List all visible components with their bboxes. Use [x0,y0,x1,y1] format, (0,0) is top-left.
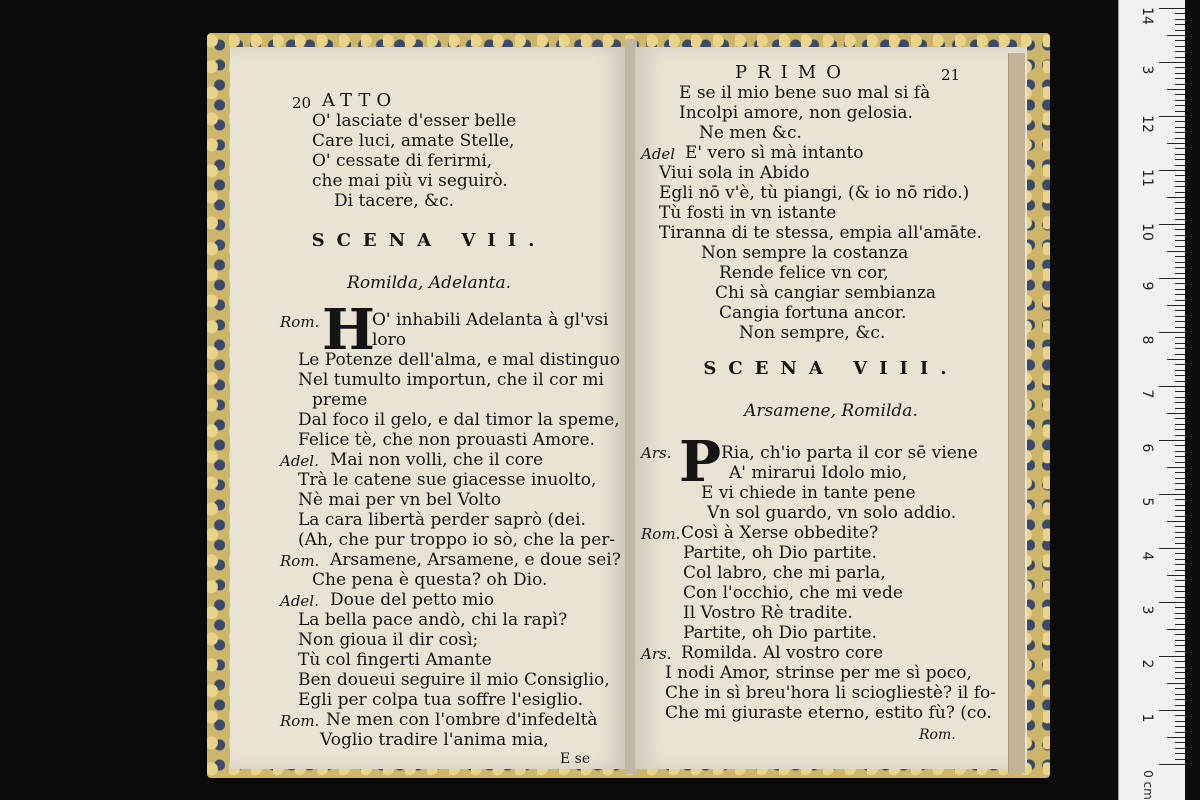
ruler-tick [1175,559,1185,560]
verse-line: (Ah, che pur troppo io sò, che la per- [298,530,616,550]
ruler-number: 5 [1139,497,1155,507]
ruler-tick [1175,316,1185,317]
verse-line: Felice tè, che non prouasti Amore. [298,430,595,450]
verse-line: E se il mio bene suo mal si fà [679,83,931,103]
ruler-number: 4 [1139,551,1155,561]
ruler-tick [1175,78,1185,79]
ruler-tick [1175,51,1185,52]
ruler-tick [1167,89,1185,90]
ruler-tick [1175,262,1185,263]
ruler-tick [1159,494,1185,495]
verse-line: Partite, oh Dio partite. [683,543,877,563]
ruler-tick [1175,283,1185,284]
ruler-tick [1175,742,1185,743]
ruler-number: 3 [1139,65,1155,75]
verse-line: Doue del petto mio [330,590,495,610]
verse-line: Ne men con l'ombre d'infedeltà [326,710,598,730]
ruler-tick [1159,8,1185,9]
verse-line: Che pena è questa? oh Dio. [312,570,548,590]
ruler-tick [1175,429,1185,430]
ruler-number: 9 [1139,281,1155,291]
ruler-tick [1167,629,1185,630]
ruler-tick [1167,737,1185,738]
scene-characters: Arsamene, Romilda. [744,401,918,421]
verse-line: Ne men &c. [699,123,802,143]
verse-line: Non sempre la costanza [701,243,909,263]
ruler-tick [1175,94,1185,95]
ruler-tick [1175,651,1185,652]
ruler-tick [1167,521,1185,522]
measuring-ruler [1118,0,1185,800]
ruler-tick [1175,181,1185,182]
running-head: PRIMO [735,62,851,83]
ruler-tick [1159,170,1185,171]
ruler-tick [1175,553,1185,554]
ruler-tick [1175,46,1185,47]
ruler-tick [1175,726,1185,727]
ruler-tick [1175,759,1185,760]
page-number: 20 [292,94,312,112]
ruler-tick [1175,661,1185,662]
ruler-tick [1175,321,1185,322]
verse-line: preme [312,390,368,410]
ruler-tick [1175,219,1185,220]
ruler-tick [1175,721,1185,722]
verse-line: Col labro, che mi parla, [683,563,886,583]
ruler-number: 10 [1139,223,1155,241]
ruler-tick [1175,165,1185,166]
ruler-tick [1175,618,1185,619]
speaker-label: Rom. [280,313,320,331]
ruler-tick [1175,13,1185,14]
verse-line: loro [372,330,407,350]
ruler-tick [1175,375,1185,376]
ruler-tick [1175,510,1185,511]
verse-line: Nel tumulto importun, che il cor mi [298,370,604,390]
scene-characters: Romilda, Adelanta. [347,273,511,293]
ruler-tick [1175,478,1185,479]
catchword: Rom. [919,727,956,743]
ruler-tick [1175,645,1185,646]
ruler-tick [1175,267,1185,268]
ruler-tick [1175,213,1185,214]
ruler-tick [1175,564,1185,565]
ruler-tick [1175,138,1185,139]
ruler-tick [1175,483,1185,484]
ruler-tick [1175,121,1185,122]
ruler-tick [1159,440,1185,441]
verse-line: E vi chiede in tante pene [701,483,916,503]
ruler-tick [1175,705,1185,706]
ruler-tick [1159,710,1185,711]
ruler-number: 12 [1139,115,1155,133]
verse-line: La cara libertà perder saprò (dei. [298,510,586,530]
verse-line: Rende felice vn cor, [719,263,889,283]
ruler-tick [1167,35,1185,36]
verse-line: Partite, oh Dio partite. [683,623,877,643]
ruler-tick [1175,586,1185,587]
verse-line: Egli per colpa tua soffre l'esiglio. [298,690,584,710]
ruler-tick [1167,683,1185,684]
verse-line: A' mirarui Idolo mio, [729,463,908,483]
verse-line: I nodi Amor, strinse per me sì poco, [665,663,972,683]
ruler-tick [1175,240,1185,241]
verse-line: Romilda. Al vostro core [681,643,884,663]
ruler-tick [1175,192,1185,193]
verse-line: E' vero sì mà intanto [685,143,864,163]
ruler-number: 14 [1139,7,1155,25]
ruler-tick [1175,370,1185,371]
scene-title: SCENA VIII. [703,358,959,379]
ruler-tick [1175,337,1185,338]
ruler-tick [1167,359,1185,360]
running-head: ATTO [322,90,398,111]
ruler-tick [1175,24,1185,25]
verse-line: Che in sì breu'hora li sciogliestè? il fo- [665,683,997,703]
ruler-number: 6 [1139,443,1155,453]
ruler-tick [1175,699,1185,700]
ruler-tick [1167,575,1185,576]
ruler-tick [1175,580,1185,581]
ruler-tick [1167,413,1185,414]
ruler-tick [1175,289,1185,290]
verse-line: Mai non volli, che il core [330,450,544,470]
ruler-tick [1175,111,1185,112]
ruler-tick [1175,40,1185,41]
verse-line: Care luci, amate Stelle, [312,131,515,151]
verse-line: Egli nō v'è, tù piangi, (& io nō rido.) [659,183,970,203]
ruler-tick [1175,424,1185,425]
catchword: E se [560,751,591,767]
ruler-tick [1175,640,1185,641]
ruler-tick [1175,364,1185,365]
ruler-tick [1175,715,1185,716]
ruler-tick [1175,537,1185,538]
verse-line: O' lasciate d'esser belle [312,111,517,131]
verse-line: Tiranna di te stessa, empia all'amāte. [659,223,982,243]
ruler-tick [1175,397,1185,398]
ruler-tick [1175,624,1185,625]
ruler-tick [1167,251,1185,252]
ruler-tick [1175,273,1185,274]
ruler-tick [1175,30,1185,31]
verse-line: Vn sol guardo, vn solo addio. [707,503,957,523]
ruler-tick [1175,462,1185,463]
speaker-label: Rom. [280,552,320,570]
ruler-tick [1175,570,1185,571]
verse-line: Non sempre, &c. [739,323,886,343]
ruler-tick [1175,348,1185,349]
ruler-tick [1175,532,1185,533]
speaker-label: Adel. [280,452,319,470]
ruler-tick [1175,208,1185,209]
ruler-tick [1167,467,1185,468]
ruler-tick [1175,300,1185,301]
page-edges [1008,53,1025,773]
speaker-label: Adel. [280,592,319,610]
open-book [207,33,1050,778]
verse-line: Le Potenze dell'alma, e mal distinguo [298,350,621,370]
ruler-tick [1175,526,1185,527]
ruler-tick [1159,116,1185,117]
ruler-tick [1175,84,1185,85]
verse-line: Non gioua il dir così; [298,630,479,650]
ruler-tick [1175,472,1185,473]
ruler-tick [1175,229,1185,230]
verse-line: Il Vostro Rè tradite. [683,603,853,623]
ruler-tick [1175,402,1185,403]
ruler-tick [1175,246,1185,247]
drop-cap: H [322,297,375,363]
ruler-tick [1175,607,1185,608]
ruler-tick [1175,418,1185,419]
ruler-tick [1159,224,1185,225]
ruler-tick [1175,19,1185,20]
verse-line: Arsamene, Arsamene, e doue sei? [330,550,621,570]
ruler-tick [1175,694,1185,695]
ruler-tick [1175,202,1185,203]
ruler-number: 2 [1139,659,1155,669]
ruler-tick [1175,435,1185,436]
ruler-tick [1175,591,1185,592]
speaker-label: Rom. [641,525,681,543]
ruler-tick [1159,332,1185,333]
verse-line: Viui sola in Abido [659,163,810,183]
ruler-tick [1159,656,1185,657]
ruler-tick [1175,597,1185,598]
ruler-tick [1175,489,1185,490]
ruler-tick [1175,748,1185,749]
ruler-tick [1175,381,1185,382]
ruler-tick [1175,391,1185,392]
ruler-number: 11 [1139,169,1155,187]
verse-line: Ben doueui seguire il mio Consiglio, [298,670,610,690]
ruler-tick [1175,408,1185,409]
verse-line: O' inhabili Adelanta à gl'vsi [372,310,609,330]
verse-line: che mai più vi seguirò. [312,171,508,191]
ruler-tick [1175,132,1185,133]
scene-title: SCENA VII. [311,230,547,251]
ruler-number: 3 [1139,605,1155,615]
speaker-label: Ars. [641,444,672,462]
ruler-unit: 0 cm [1140,770,1155,800]
drop-cap: P [679,429,722,495]
ruler-tick [1175,159,1185,160]
ruler-tick [1175,456,1185,457]
right-page [635,47,1027,769]
ruler-tick [1175,543,1185,544]
ruler-tick [1175,127,1185,128]
ruler-tick [1175,753,1185,754]
verse-line: Trà le catene sue giacesse inuolto, [298,470,597,490]
ruler-tick [1175,327,1185,328]
speaker-label: Rom. [280,712,320,730]
ruler-tick [1175,505,1185,506]
ruler-number: 7 [1139,389,1155,399]
ruler-tick [1175,294,1185,295]
verse-line: Che mi giuraste eterno, estito fù? (co. [665,703,992,723]
speaker-label: Adel [641,145,676,163]
verse-line: Tù fosti in vn istante [659,203,837,223]
ruler-tick [1175,667,1185,668]
ruler-tick [1175,100,1185,101]
verse-line: Voglio tradire l'anima mia, [320,730,549,750]
ruler-tick [1175,634,1185,635]
ruler-tick [1175,499,1185,500]
ruler-tick [1175,354,1185,355]
page-number: 21 [941,66,961,84]
ruler-tick [1175,672,1185,673]
ruler-number: 1 [1139,713,1155,723]
ruler-tick [1175,154,1185,155]
verse-line: Nè mai per vn bel Volto [298,490,502,510]
ruler-tick [1175,148,1185,149]
ruler-tick [1175,516,1185,517]
ruler-tick [1159,386,1185,387]
verse-line: Di tacere, &c. [334,191,455,211]
ruler-tick [1175,445,1185,446]
ruler-tick [1175,688,1185,689]
ruler-tick [1159,548,1185,549]
ruler-tick [1175,256,1185,257]
verse-line: Cangia fortuna ancor. [719,303,907,323]
verse-line: Incolpi amore, non gelosia. [679,103,913,123]
ruler-tick [1175,343,1185,344]
ruler-tick [1159,62,1185,63]
ruler-tick [1175,732,1185,733]
ruler-tick [1175,73,1185,74]
verse-line: Così à Xerse obbedite? [681,523,879,543]
verse-line: Chi sà cangiar sembianza [715,283,937,303]
ruler-tick [1159,764,1185,765]
ruler-tick [1167,143,1185,144]
ruler-tick [1175,186,1185,187]
verse-line: Dal foco il gelo, e dal timor la speme, [298,410,620,430]
ruler-tick [1159,278,1185,279]
verse-line: Con l'occhio, che mi vede [683,583,903,603]
ruler-tick [1175,57,1185,58]
ruler-number: 8 [1139,335,1155,345]
ruler-tick [1175,105,1185,106]
ruler-tick [1175,235,1185,236]
verse-line: O' cessate di ferirmi, [312,151,493,171]
ruler-tick [1167,197,1185,198]
ruler-tick [1175,310,1185,311]
ruler-tick [1175,175,1185,176]
ruler-tick [1175,451,1185,452]
verse-line: La bella pace andò, chi la rapì? [298,610,568,630]
ruler-tick [1159,602,1185,603]
speaker-label: Ars. [641,645,672,663]
left-page [230,47,628,769]
ruler-tick [1175,67,1185,68]
verse-line: Tù col fingerti Amante [298,650,492,670]
verse-line: Ria, ch'io parta il cor sē viene [721,443,978,463]
ruler-tick [1175,613,1185,614]
ruler-tick [1175,678,1185,679]
ruler-tick [1167,305,1185,306]
